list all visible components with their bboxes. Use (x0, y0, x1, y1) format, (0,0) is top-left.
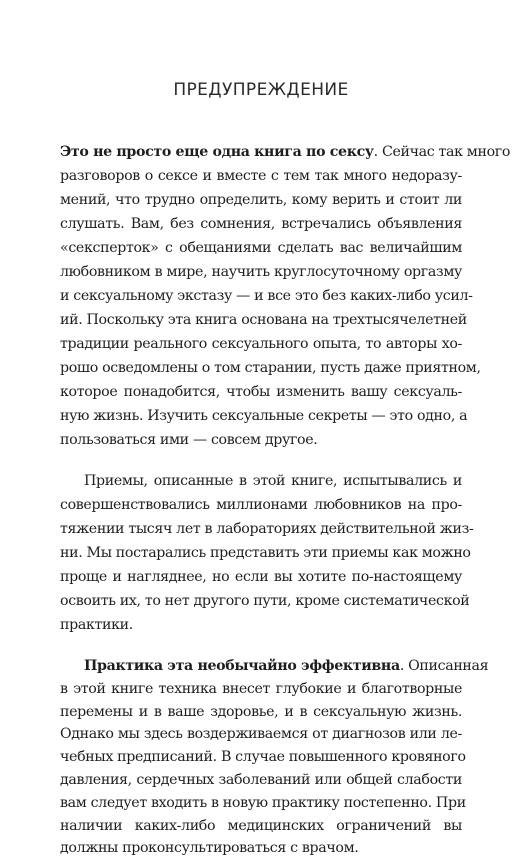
paragraph-3-bold-lead: Практика эта необычайно эффективна (84, 658, 400, 674)
paragraph-1-line: ную жизнь. Изучить сексуальные секреты — это одно, а (60, 408, 468, 424)
paragraph-1-line-1 (60, 142, 511, 162)
paragraph-3-line: должны проконсультироваться с врачом. (60, 840, 359, 857)
paragraph-1-line: любовником в мире, научить круглосуточному оргазму (60, 264, 462, 280)
paragraph-1-line: «сексперток» с обещаниями сделать вас величайшим (60, 240, 462, 256)
paragraph-1-lead-rest: . Сейчас так много (373, 144, 511, 160)
paragraph-1-line: рошо осведомлены о том старании, пусть даже приятном, (60, 360, 481, 376)
paragraph-3-line: наличии каких-либо медицинских ограничений вы (60, 817, 462, 834)
paragraph-1-line: и сексуальному экстазу — и все это без каких-либо усил- (60, 288, 473, 304)
paragraph-1-line: разговоров о сексе и вместе с тем так много недоразу- (60, 168, 462, 184)
paragraph-3-line: давления, сердечных заболеваний или общей слабости (60, 772, 462, 788)
paragraph-1-line: мений, что трудно определить, кому верить и стоит ли (60, 192, 462, 208)
paragraph-1-line: которое понадобится, чтобы изменить вашу сексуаль- (60, 384, 462, 400)
paragraph-2-line: практики. (60, 617, 133, 633)
paragraph-3-line: Однако мы здесь воздерживаемся от диагнозов или ле- (60, 726, 462, 743)
paragraph-3-line: вам следует входить в новую практику постепенно. При (60, 794, 466, 811)
paragraph-3-lead-rest: . Описанная (399, 658, 489, 674)
paragraph-2-line: освоить их, то нет другого пути, кроме систематической (60, 593, 470, 609)
paragraph-1-bold-lead: Это не просто еще одна книга по сексу (60, 144, 374, 160)
paragraph-2-line: Приемы, описанные в этой книге, испытывались и (84, 473, 462, 489)
paragraph-2-line: ни. Мы постарались представить эти приемы как можно (60, 545, 471, 561)
paragraph-3-line-1 (84, 656, 489, 676)
paragraph-2-line: совершенствовались миллионами любовников на про- (60, 497, 462, 513)
paragraph-3-line: чебных предписаний. В случае повышенного кровяного (60, 749, 466, 766)
paragraph-1-line: ий. Поскольку эта книга основана на трехтысячелетней (60, 312, 467, 328)
paragraph-2-line: проще и нагляднее, но если вы хотите по-настоящему (60, 569, 462, 585)
paragraph-2-line: тяжении тысяч лет в лабораториях действительной жиз- (60, 521, 474, 537)
page-title: ПРЕДУПРЕЖДЕНИЕ (173, 80, 349, 100)
paragraph-1-line: слушать. Вам, без сомнения, встречались объявления (60, 216, 462, 232)
paragraph-3-line: в этой книге техника внесет глубокие и благотворные (60, 680, 462, 697)
paragraph-1-line: традиции реального сексуального опыта, то авторы хо- (60, 336, 462, 352)
paragraph-1-line: пользоваться ими — совсем другое. (60, 432, 318, 448)
paragraph-3-line: перемены и в ваше здоровье, и в сексуальную жизнь. (60, 703, 462, 720)
